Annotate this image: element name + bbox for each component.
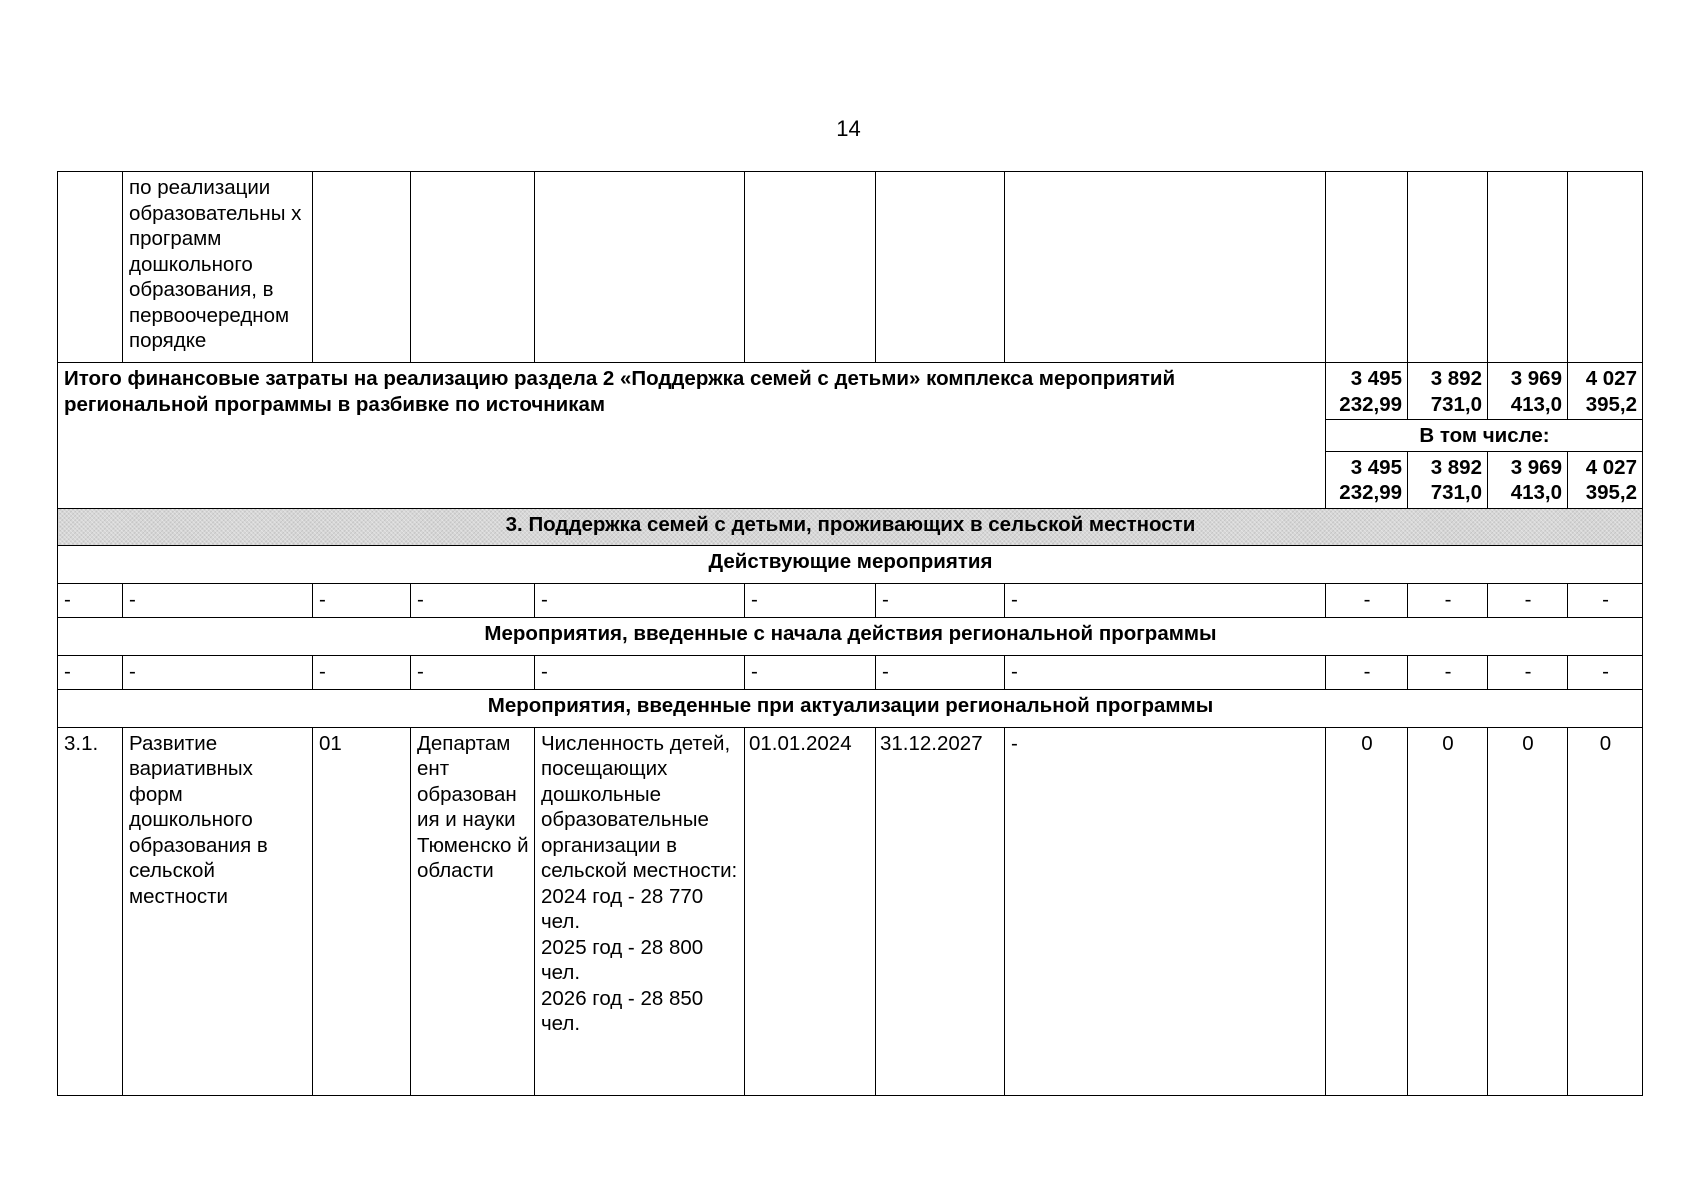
empty-row: - - - - - - - - - - - -	[58, 655, 1643, 689]
total-value-2027: 4 027 395,2	[1568, 363, 1643, 420]
including-label: В том числе:	[1326, 420, 1643, 452]
measure-row-3-1	[58, 727, 1643, 1095]
empty-row: - - - - - - - - - - - -	[58, 583, 1643, 617]
subsection-start-measures: Мероприятия, введенные с начала действия региональной программы	[58, 617, 1643, 655]
measure-name-cell: по реализации образовательны х программ дошкольного образования, в первоочередном порядке	[123, 172, 313, 363]
section-title: 3. Поддержка семей с детьми, проживающих в сельской местности	[58, 508, 1643, 545]
value-2026: 0	[1488, 727, 1568, 1095]
total-value-2024: 3 495 232,99	[1326, 363, 1408, 420]
value-2024: 0	[1326, 727, 1408, 1095]
value-2027: 0	[1568, 727, 1643, 1095]
subsection-current-measures: Действующие мероприятия	[58, 545, 1643, 583]
including-value-2027: 4 027 395,2	[1568, 451, 1643, 508]
total-row	[58, 363, 1643, 420]
measures-table	[57, 171, 1643, 1096]
cell-number: 3.1.	[58, 727, 123, 1095]
note-cell: -	[1005, 727, 1326, 1095]
total-value-2025: 3 892 731,0	[1408, 363, 1488, 420]
start-date-cell: 01.01.2024	[745, 727, 876, 1095]
cell-number	[58, 172, 123, 363]
total-value-2026: 3 969 413,0	[1488, 363, 1568, 420]
subsection-update-measures: Мероприятия, введенные при актуализации региональной программы	[58, 689, 1643, 727]
subsection-row	[58, 617, 1643, 655]
section-header-row	[58, 508, 1643, 545]
subsection-row	[58, 689, 1643, 727]
code-cell: 01	[313, 727, 411, 1095]
page-number: 14	[836, 116, 861, 141]
including-value-2025: 3 892 731,0	[1408, 451, 1488, 508]
measure-name-cell: Развитие вариативных форм дошкольного образования в сельской местности	[123, 727, 313, 1095]
including-value-2026: 3 969 413,0	[1488, 451, 1568, 508]
continued-row	[58, 172, 1643, 363]
including-value-2024: 3 495 232,99	[1326, 451, 1408, 508]
total-label: Итого финансовые затраты на реализацию раздела 2 «Поддержка семей с детьми» комплекса мероприятий региональной программы в разбивке по источникам	[58, 363, 1326, 509]
indicator-cell: Численность детей, посещающих дошкольные образовательные организации в сельской местности: 2024 год - 28 770 чел. 2025 год - 28 800 чел. 2026 год - 28 850 чел.	[535, 727, 745, 1095]
end-date-cell: 31.12.2027	[876, 727, 1005, 1095]
subsection-row	[58, 545, 1643, 583]
executor-cell: Департам ент образован ия и науки Тюменско й области	[411, 727, 535, 1095]
value-2025: 0	[1408, 727, 1488, 1095]
